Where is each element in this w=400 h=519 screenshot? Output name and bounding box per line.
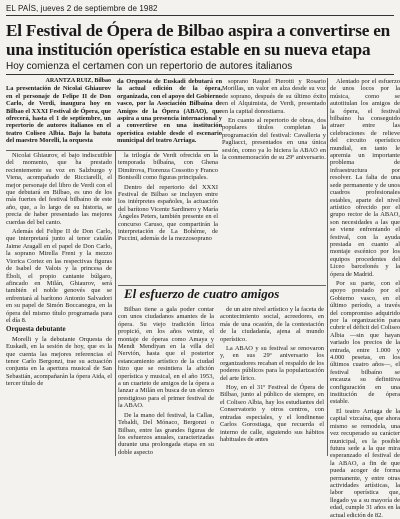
col4-paragraph-3: El teatro Arriaga de la capital vizcaína, que ahora mismo se remodela, una vez recuperado su carácter municipal, es la posible futura sede a la que mira esperanzado el festival de la ABAO, a fin de que pueda acoger de forma permanente, y entre otras actividades artísticas, la labor operística que, llegado ya a su mayoría de edad, cumple 31 años en la actual edición de 82. — [330, 407, 400, 519]
column-3 — [222, 78, 326, 284]
lede-right: da Orquesta de Euskadi debutará en la actual edición de la ópera, organizada, con el apoyo del Gobierno vasco, por la Asociación Bilbaína de Amigos de la Ópera (ABAO), que aspira a una presencia internacional y a convertirse en una institución operística estable desde el escenario municipal del teatro Arriaga. — [117, 78, 222, 145]
col3-paragraph-1: soprano Raquel Pierotti y Rosario Morillas, un valor en alza desde su voz de soprano, después de su último éxito en el Alquimista, de Verdi, presentado en la capital donostiarra. — [222, 78, 326, 115]
article-body — [6, 78, 400, 519]
column-6 — [220, 306, 324, 456]
intertitle-orquesta: Orquesta debutante — [6, 325, 66, 334]
col2-paragraph-1: la trilogía de Verdi ofrecida en la temporada bilbaína, con Ghena Dimitrova, Fiorenza Cossotto y Franco Bonisolli como figuras principales. — [118, 152, 218, 182]
lede-divider — [6, 150, 218, 151]
col6-paragraph-1: de un aire nivel artístico y la faceta de acontecimiento social, acreedores, en más de una ocasión, de la contestación de la ciudadanía, ajena al mundo operístico. — [220, 306, 324, 343]
column-divider-1 — [115, 150, 116, 456]
col1-paragraph-2: Además del Felipe II de Don Carlo, que interpretará junto al tenor catalán Jaime Aragall en el papel de Don Carlo, la soprano Mirella Freni y la mezzo Viorica Cortez en las respectivas figuras de Isabel de Valois y la princesa de Éboli, el propio cantante búlgaro, afincado en Milán, Ghiaurov, será también el noble genovés que se enfrentará al barítono Antonio Salvadori en su papel de Simón Boccanegra, en la ópera del mismo título programada para el día 8. — [6, 228, 112, 324]
col5-paragraph-2: De la mano del festival, la Callas, Tebaldi, Del Mónaco, Bergonzi o Bilbao, entre las grandes figuras de los esfuerzos anuales, caracterizadas durante una prolongada etapa en su doble aspecto — [118, 411, 214, 456]
byline: ARANTZA RUIZ, Bilbao — [45, 78, 111, 84]
masthead: EL PAÍS, jueves 2 de septiembre de 1982 — [6, 4, 394, 16]
col6-paragraph-2: La ABAO y su festival se renovaron y, en sus 29º aniversario los organizadores recaban el respaldo de los poderes públicos para la popularización del arte lírico. — [220, 345, 324, 382]
column-divider-4 — [327, 78, 328, 456]
column-1 — [6, 152, 112, 456]
lede-left-text: La presentación de Nicolai Ghiaurov en el personaje de Felipe II de Don Carlo, de Verdi, inaugura hoy en Bilbao el XXXI Festival de Ópera, que ofrecerá, hasta el 1 de septiembre, un repertorio de autores italianos en el teatro Coliseo Albia. Bajo la batuta del maestro Morelli, la orquesta — [6, 85, 111, 145]
headline: El Festival de Ópera de Bilbao aspira a convertirse en una institución operística estable en su nueva etapa — [6, 21, 391, 59]
column-2 — [118, 152, 218, 284]
col4-paragraph-2: Por su parte, con el apoyo prestado por el Gobierno vasco, en el último período, a través del compromiso adquirido por la organización para cubrir el déficit del Coliseo Albia —sin que hayan variado los precios de la entrada, entre 1.000 y 4.000 pesetas, en los últimos cuatro años—, el festival bilbaíno se encauza su definitiva configuración en una institución de ópera estable. — [330, 279, 400, 406]
col5-paragraph-1: Bilbao tiene a gala poder contar con unos ciudadanos amantes de la ópera. Su viejo tradición lírica propició, en los años veinte, el montaje de óperas como Amaya y Mendi Mendiyan en la villa del Nervión, hasta que el posterior estancamiento artístico de la ciudad hizo que se resintiera la afición operística y musical, en el año 1953, a un cuarteto de amigos de la ópera a lanzar a Milán en busca de un elenco prestigioso para el primer festival de la ABAO. — [118, 306, 214, 410]
section-heading: El esfuerzo de cuatro amigos — [124, 286, 280, 301]
col4-paragraph-1: Alentado por el esfuerzo de unos locos por la música, como se autotitulan los amigos de la ópera, el festival bilbaíno ha conseguido atraer entre las celebraciones de relieve del circuito operístico mundial, en tanto le apremia un importante problema de infraestructura por resolver. La falta de una sede permanente y de unos cuadros profesionales estables, aparte del nivel artístico ofrecido por el grupo rector de la ABAO, son necesidades a las que se viene enfrentando el festival, con la ayuda prestada en cuanto al montaje escénico por los equipos procedentes del Liceo barcelonés y la ópera de Madrid. — [330, 78, 400, 278]
lede-left — [6, 78, 111, 150]
col6-paragraph-3: Hoy, en el 31º Festival de Ópera de Bilbao, junto al público de siempre, en el Coliseo Albia, hay los estudiantes del Conservatorio y otros centros, con entradas especiales, y el londinense Carlos Gorostiaga, que recuerda el interno de calle, siguiendo sus hábitos habituales de antes — [220, 384, 324, 443]
col2-paragraph-2: Dentro del repertorio del XXXI Festival de Bilbao se incluyen entre los intérpretes españoles, la actuación del barítono Vicente Sardinero y María Ángeles Peters, también presente en el concurso Caruso, que compartirán la interpretación de La Bohème, de Puccini, además de la mezzosoprano — [118, 183, 218, 243]
column-4 — [330, 78, 400, 519]
subheadline: Hoy comienza el certamen con un repertorio de autores italianos — [6, 61, 394, 75]
col1-paragraph-1: Nicolai Ghiaurov, el bajo indiscutible del momento, que ha prestado recientemente su voz en Salzburgo y Viena, acompañado de Ricciarelli, el mejor personaje del libro de Verdi con el que debutará en Bilbao, es uno de los más fuertes del festival bilbaíno de este año, que, a lo largo de su historia, se precia de haber presentado las mejores cuerdas del bel canto. — [6, 152, 112, 226]
column-5 — [118, 306, 214, 456]
col1-paragraph-3: Morelli y la debutante Orquesta de Euskadi, en la sesión de hoy, que es la que cuenta las mejores referencias el tenor Carlo Bergonzi, trae su actuación conjunta en la apertura musical de San Sebastián, acompañarán la ópera Aida, el tercer título de — [6, 335, 112, 388]
col3-paragraph-2: En cuanto al repertorio de obras, dos populares títulos completan la programación del festival: Cavalleria y Pagliacci, presentados en una única sesión, como ya lo hiciera la ABAO en la conmemoración de su 29º aniversario. — [222, 117, 326, 162]
lede-block — [6, 78, 222, 150]
